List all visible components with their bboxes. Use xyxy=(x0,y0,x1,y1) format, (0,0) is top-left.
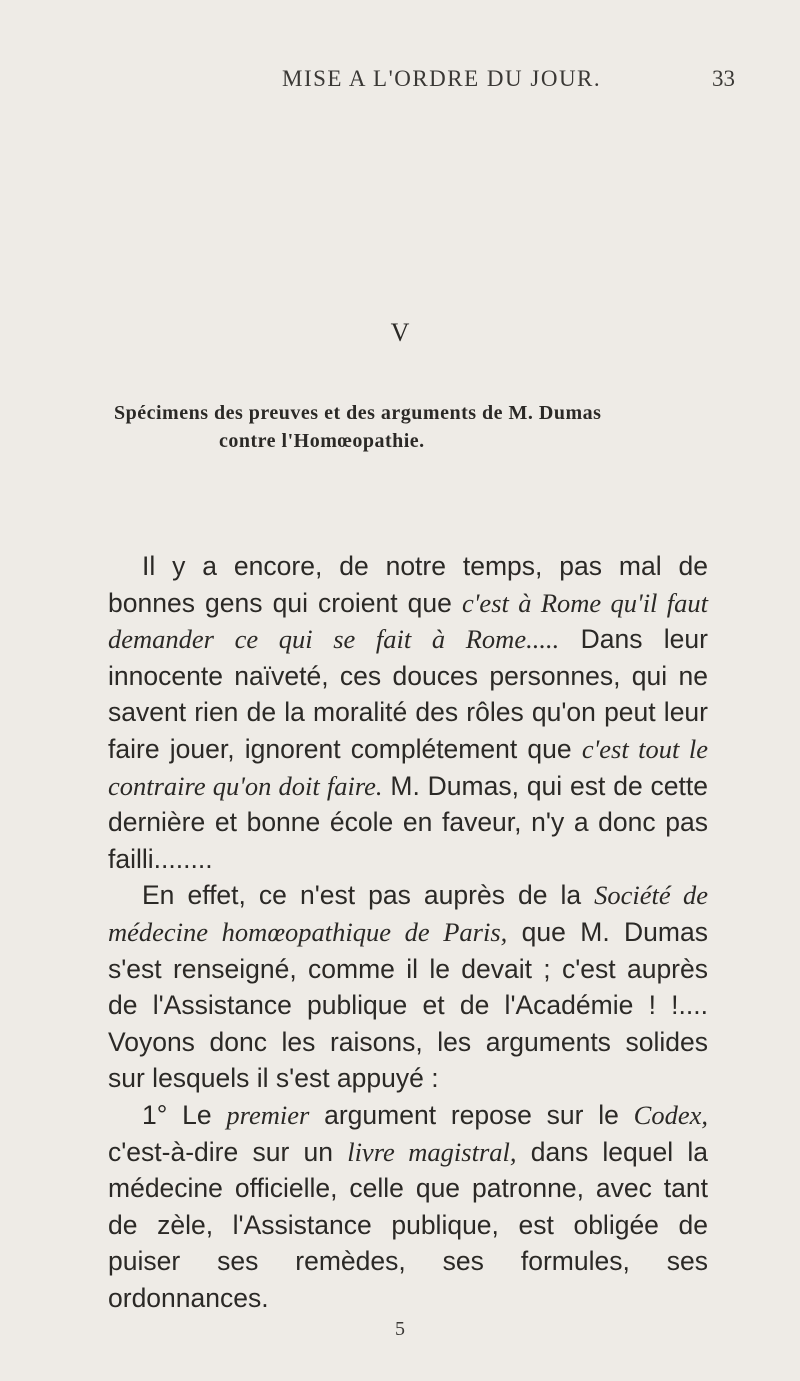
paragraph-3-italic-2: Codex, xyxy=(633,1099,708,1130)
section-heading-line-1: Spécimens des preuves et des arguments de M. Dumas xyxy=(114,402,602,424)
signature-mark: 5 xyxy=(395,1318,405,1340)
running-head: MISE A L'ORDRE DU JOUR. xyxy=(282,66,602,91)
paragraph-3-text-4: dans lequel la médecine officielle, celle que patronne, avec tant de zèle, l'Assistance publique, est obligée de puiser ses remèdes, ses formules, ses ordonnances. xyxy=(108,1136,708,1313)
paragraph-3 xyxy=(108,1097,708,1317)
chapter-number: V xyxy=(390,318,410,347)
paragraph-3-text-3: c'est-à-dire sur un xyxy=(108,1136,348,1167)
paragraph-3-italic-1: premier xyxy=(226,1099,310,1130)
paragraph-2-text-2: que M. Dumas s'est renseigné, comme il le devait ; c'est auprès de l'Assistance publique et de l'Académie ! !.... Voyons donc les raisons, les arguments solides sur lesquels il s'est appuyé : xyxy=(108,916,708,1094)
paragraph-3-text-1: 1° Le xyxy=(142,1099,227,1130)
paragraph-1-italic-1: c'est à Rome qu'il faut demander ce qui se fait à Rome..... xyxy=(108,587,708,655)
section-heading-line-2: contre l'Homœopathie. xyxy=(219,430,425,452)
body-text xyxy=(108,548,708,1316)
paragraph-2 xyxy=(108,877,708,1097)
paragraph-1-text-2: Dans leur innocente naïveté, ces douces personnes, qui ne savent rien de la moralité des rôles qu'on peut leur faire jouer, ignorent complétement que xyxy=(108,624,708,764)
paragraph-2-text-1: En effet, ce n'est pas auprès de la xyxy=(142,880,595,911)
paragraph-3-italic-3: livre magistral, xyxy=(347,1136,517,1167)
section-heading xyxy=(114,399,694,455)
paragraph-1-text-3: M. Dumas, qui est de cette dernière et bonne école en faveur, n'y a donc pas failli........ xyxy=(108,770,708,874)
page-number: 33 xyxy=(712,66,735,91)
paragraph-3-text-2: argument repose sur le xyxy=(309,1099,634,1130)
paragraph-1 xyxy=(108,548,708,877)
paragraph-1-text-1: Il y a encore, de notre temps, pas mal de bonnes gens qui croient que xyxy=(108,551,708,618)
paragraph-2-italic-1: Société de médecine homœopathique de Paris, xyxy=(108,880,708,947)
paragraph-1-italic-2: c'est tout le contraire qu'on doit faire. xyxy=(108,733,709,801)
